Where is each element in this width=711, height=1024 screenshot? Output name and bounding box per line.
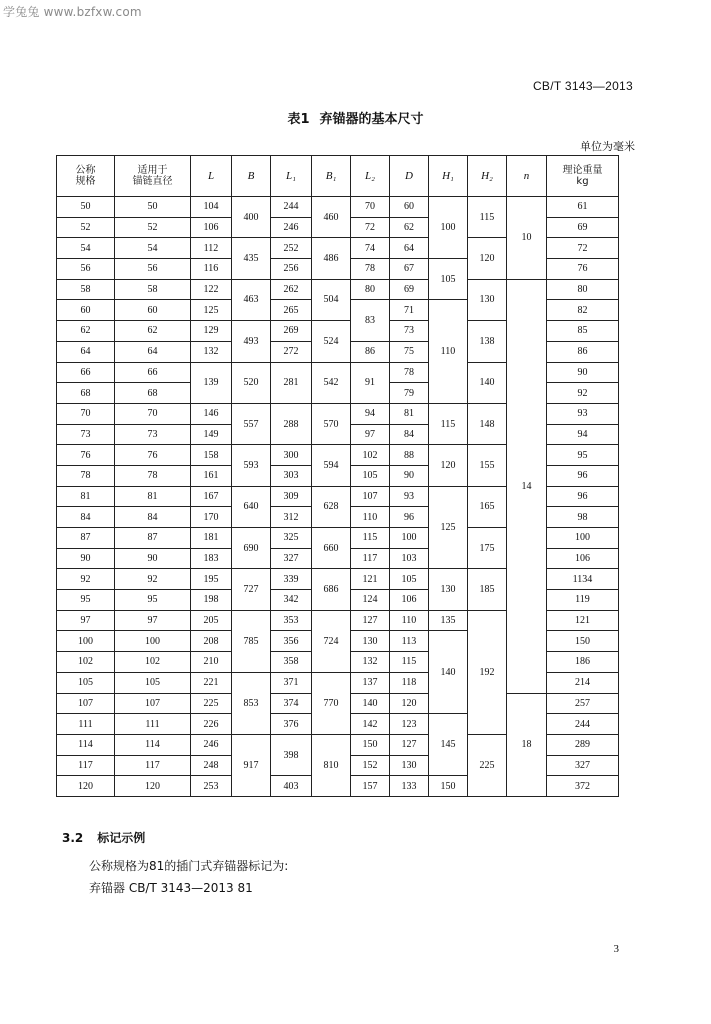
cell-spec: 54 — [57, 238, 115, 259]
cell-d: 62 — [390, 217, 429, 238]
cell-d: 71 — [390, 300, 429, 321]
cell-h2: 148 — [468, 403, 507, 444]
cell-l2: 105 — [351, 465, 390, 486]
cell-h2: 120 — [468, 238, 507, 279]
cell-b1: 570 — [312, 403, 351, 444]
cell-weight: 95 — [547, 445, 619, 466]
cell-l: 149 — [191, 424, 232, 445]
cell-spec: 107 — [57, 693, 115, 714]
cell-l: 195 — [191, 569, 232, 590]
cell-l: 221 — [191, 672, 232, 693]
cell-weight: 80 — [547, 279, 619, 300]
cell-spec: 111 — [57, 714, 115, 735]
cell-h1: 140 — [429, 631, 468, 714]
cell-h2: 175 — [468, 528, 507, 569]
cell-l2: 102 — [351, 445, 390, 466]
cell-b: 785 — [232, 610, 271, 672]
cell-spec: 102 — [57, 652, 115, 673]
cell-b1: 486 — [312, 238, 351, 279]
cell-spec: 120 — [57, 776, 115, 797]
cell-d: 67 — [390, 259, 429, 280]
cell-l2: 140 — [351, 693, 390, 714]
cell-h2: 185 — [468, 569, 507, 610]
cell-chain: 76 — [115, 445, 191, 466]
cell-d: 73 — [390, 321, 429, 342]
cell-weight: 90 — [547, 362, 619, 383]
cell-l2: 137 — [351, 672, 390, 693]
cell-h2: 165 — [468, 486, 507, 527]
cell-spec: 95 — [57, 590, 115, 611]
standard-code: CB/T 3143—2013 — [532, 79, 633, 93]
cell-l2: 91 — [351, 362, 390, 403]
cell-chain: 111 — [115, 714, 191, 735]
cell-chain: 78 — [115, 465, 191, 486]
header-L2: L₂ — [351, 156, 390, 197]
table-title — [0, 108, 711, 127]
cell-b1: 660 — [312, 528, 351, 569]
cell-chain: 102 — [115, 652, 191, 673]
cell-weight: 289 — [547, 734, 619, 755]
cell-h1: 150 — [429, 776, 468, 797]
cell-d: 130 — [390, 755, 429, 776]
cell-weight: 93 — [547, 403, 619, 424]
dimensions-table — [56, 155, 619, 797]
cell-weight: 96 — [547, 465, 619, 486]
header-chain-diameter: 适用于 锚链直径 — [115, 156, 191, 197]
cell-d: 113 — [390, 631, 429, 652]
cell-l2: 97 — [351, 424, 390, 445]
cell-chain: 52 — [115, 217, 191, 238]
cell-weight: 72 — [547, 238, 619, 259]
table-row — [57, 279, 619, 300]
cell-d: 75 — [390, 341, 429, 362]
cell-h1: 110 — [429, 300, 468, 403]
cell-b: 557 — [232, 403, 271, 444]
cell-weight: 61 — [547, 197, 619, 218]
cell-l1: 325 — [271, 528, 312, 549]
cell-weight: 121 — [547, 610, 619, 631]
cell-h2: 115 — [468, 197, 507, 238]
cell-l2: 121 — [351, 569, 390, 590]
cell-l: 125 — [191, 300, 232, 321]
cell-weight: 186 — [547, 652, 619, 673]
cell-d: 127 — [390, 734, 429, 755]
cell-b: 593 — [232, 445, 271, 486]
cell-l1: 403 — [271, 776, 312, 797]
cell-chain: 84 — [115, 507, 191, 528]
cell-h2: 155 — [468, 445, 507, 486]
cell-chain: 50 — [115, 197, 191, 218]
cell-d: 81 — [390, 403, 429, 424]
cell-l2: 72 — [351, 217, 390, 238]
cell-chain: 68 — [115, 383, 191, 404]
cell-b: 917 — [232, 734, 271, 796]
cell-chain: 92 — [115, 569, 191, 590]
cell-weight: 100 — [547, 528, 619, 549]
cell-chain: 97 — [115, 610, 191, 631]
cell-spec: 114 — [57, 734, 115, 755]
table-number: 表1 — [287, 112, 310, 127]
cell-spec: 66 — [57, 362, 115, 383]
cell-l2: 86 — [351, 341, 390, 362]
cell-l2: 117 — [351, 548, 390, 569]
header-weight: 理论重量 kg — [547, 156, 619, 197]
cell-chain: 117 — [115, 755, 191, 776]
cell-h1: 100 — [429, 197, 468, 259]
cell-d: 90 — [390, 465, 429, 486]
cell-weight: 372 — [547, 776, 619, 797]
cell-chain: 120 — [115, 776, 191, 797]
cell-spec: 76 — [57, 445, 115, 466]
cell-weight: 76 — [547, 259, 619, 280]
cell-d: 120 — [390, 693, 429, 714]
cell-l1: 269 — [271, 321, 312, 342]
cell-l: 210 — [191, 652, 232, 673]
cell-spec: 105 — [57, 672, 115, 693]
cell-spec: 100 — [57, 631, 115, 652]
cell-spec: 64 — [57, 341, 115, 362]
cell-spec: 50 — [57, 197, 115, 218]
header-B1: B₁ — [312, 156, 351, 197]
header-H1: H₁ — [429, 156, 468, 197]
cell-l1: 300 — [271, 445, 312, 466]
cell-chain: 62 — [115, 321, 191, 342]
cell-l2: 124 — [351, 590, 390, 611]
cell-h1: 125 — [429, 486, 468, 569]
cell-weight: 86 — [547, 341, 619, 362]
cell-d: 96 — [390, 507, 429, 528]
example-line-2: 弃锚器 CB/T 3143—2013 81 — [89, 881, 253, 895]
cell-l1: 327 — [271, 548, 312, 569]
cell-b: 640 — [232, 486, 271, 527]
cell-spec: 62 — [57, 321, 115, 342]
page-number: 3 — [613, 943, 619, 955]
cell-l2: 78 — [351, 259, 390, 280]
cell-chain: 95 — [115, 590, 191, 611]
cell-h2: 225 — [468, 734, 507, 796]
cell-weight: 82 — [547, 300, 619, 321]
cell-weight: 327 — [547, 755, 619, 776]
cell-spec: 56 — [57, 259, 115, 280]
cell-chain: 107 — [115, 693, 191, 714]
cell-d: 64 — [390, 238, 429, 259]
cell-b1: 504 — [312, 279, 351, 320]
cell-d: 60 — [390, 197, 429, 218]
cell-d: 115 — [390, 652, 429, 673]
cell-d: 133 — [390, 776, 429, 797]
cell-b1: 628 — [312, 486, 351, 527]
cell-l: 146 — [191, 403, 232, 424]
cell-spec: 58 — [57, 279, 115, 300]
cell-b: 727 — [232, 569, 271, 610]
cell-l: 104 — [191, 197, 232, 218]
cell-spec: 52 — [57, 217, 115, 238]
cell-d: 88 — [390, 445, 429, 466]
cell-weight: 150 — [547, 631, 619, 652]
cell-l: 181 — [191, 528, 232, 549]
cell-chain: 60 — [115, 300, 191, 321]
cell-d: 100 — [390, 528, 429, 549]
cell-l1: 398 — [271, 734, 312, 775]
header-D: D — [390, 156, 429, 197]
cell-chain: 114 — [115, 734, 191, 755]
table-body — [57, 197, 619, 797]
cell-d: 110 — [390, 610, 429, 631]
cell-l1: 356 — [271, 631, 312, 652]
cell-weight: 85 — [547, 321, 619, 342]
table-title-text: 弃锚器的基本尺寸 — [319, 112, 424, 127]
cell-spec: 78 — [57, 465, 115, 486]
cell-h1: 145 — [429, 714, 468, 776]
cell-d: 78 — [390, 362, 429, 383]
cell-l: 161 — [191, 465, 232, 486]
cell-l1: 371 — [271, 672, 312, 693]
cell-l2: 110 — [351, 507, 390, 528]
cell-chain: 81 — [115, 486, 191, 507]
cell-chain: 58 — [115, 279, 191, 300]
cell-weight: 257 — [547, 693, 619, 714]
cell-l: 129 — [191, 321, 232, 342]
cell-h2: 140 — [468, 362, 507, 403]
cell-l: 139 — [191, 362, 232, 403]
cell-l: 106 — [191, 217, 232, 238]
cell-weight: 119 — [547, 590, 619, 611]
cell-n: 10 — [507, 197, 547, 280]
cell-h1: 135 — [429, 610, 468, 631]
header-H2: H₂ — [468, 156, 507, 197]
cell-chain: 64 — [115, 341, 191, 362]
cell-l1: 265 — [271, 300, 312, 321]
cell-chain: 70 — [115, 403, 191, 424]
cell-l1: 288 — [271, 403, 312, 444]
cell-h1: 120 — [429, 445, 468, 486]
cell-b1: 810 — [312, 734, 351, 796]
cell-l1: 303 — [271, 465, 312, 486]
table-row — [57, 197, 619, 218]
cell-spec: 84 — [57, 507, 115, 528]
cell-l: 116 — [191, 259, 232, 280]
cell-l2: 130 — [351, 631, 390, 652]
cell-chain: 105 — [115, 672, 191, 693]
cell-h1: 130 — [429, 569, 468, 610]
cell-l1: 358 — [271, 652, 312, 673]
cell-spec: 87 — [57, 528, 115, 549]
cell-b1: 686 — [312, 569, 351, 610]
cell-weight: 244 — [547, 714, 619, 735]
cell-b: 400 — [232, 197, 271, 238]
cell-l1: 312 — [271, 507, 312, 528]
cell-b1: 542 — [312, 362, 351, 403]
cell-spec: 73 — [57, 424, 115, 445]
cell-b: 493 — [232, 321, 271, 362]
cell-l: 225 — [191, 693, 232, 714]
cell-weight: 69 — [547, 217, 619, 238]
cell-chain: 90 — [115, 548, 191, 569]
cell-l1: 272 — [271, 341, 312, 362]
header-row — [57, 156, 619, 197]
cell-l2: 127 — [351, 610, 390, 631]
example-line-1: 公称规格为81的插门式弃锚器标记为: — [89, 859, 289, 873]
cell-l1: 342 — [271, 590, 312, 611]
cell-spec: 60 — [57, 300, 115, 321]
cell-l: 183 — [191, 548, 232, 569]
cell-l2: 150 — [351, 734, 390, 755]
cell-h2: 130 — [468, 279, 507, 320]
cell-h1: 105 — [429, 259, 468, 300]
unit-note: 单位为毫米 — [580, 140, 635, 153]
cell-chain: 56 — [115, 259, 191, 280]
cell-b: 435 — [232, 238, 271, 279]
cell-l1: 256 — [271, 259, 312, 280]
cell-l2: 157 — [351, 776, 390, 797]
cell-l2: 83 — [351, 300, 390, 341]
cell-b1: 724 — [312, 610, 351, 672]
cell-l1: 244 — [271, 197, 312, 218]
header-L: L — [191, 156, 232, 197]
cell-l2: 70 — [351, 197, 390, 218]
cell-d: 93 — [390, 486, 429, 507]
cell-chain: 54 — [115, 238, 191, 259]
cell-b: 853 — [232, 672, 271, 734]
cell-n: 14 — [507, 279, 547, 693]
cell-l1: 262 — [271, 279, 312, 300]
cell-weight: 214 — [547, 672, 619, 693]
cell-d: 123 — [390, 714, 429, 735]
cell-l: 170 — [191, 507, 232, 528]
cell-chain: 100 — [115, 631, 191, 652]
cell-b: 520 — [232, 362, 271, 403]
cell-b: 463 — [232, 279, 271, 320]
cell-b1: 594 — [312, 445, 351, 486]
cell-l: 112 — [191, 238, 232, 259]
cell-l1: 339 — [271, 569, 312, 590]
cell-spec: 117 — [57, 755, 115, 776]
cell-l2: 74 — [351, 238, 390, 259]
cell-weight: 106 — [547, 548, 619, 569]
header-spec: 公称 规格 — [57, 156, 115, 197]
cell-d: 118 — [390, 672, 429, 693]
section-heading — [62, 829, 159, 846]
cell-spec: 70 — [57, 403, 115, 424]
cell-l1: 353 — [271, 610, 312, 631]
cell-l2: 152 — [351, 755, 390, 776]
cell-weight: 98 — [547, 507, 619, 528]
cell-l1: 374 — [271, 693, 312, 714]
cell-l: 167 — [191, 486, 232, 507]
cell-l2: 107 — [351, 486, 390, 507]
cell-l: 132 — [191, 341, 232, 362]
cell-l: 122 — [191, 279, 232, 300]
cell-l: 198 — [191, 590, 232, 611]
cell-h1: 115 — [429, 403, 468, 444]
cell-spec: 81 — [57, 486, 115, 507]
cell-l: 158 — [191, 445, 232, 466]
cell-b1: 524 — [312, 321, 351, 362]
cell-l: 246 — [191, 734, 232, 755]
cell-l1: 309 — [271, 486, 312, 507]
cell-b: 690 — [232, 528, 271, 569]
cell-spec: 68 — [57, 383, 115, 404]
cell-spec: 90 — [57, 548, 115, 569]
cell-l2: 94 — [351, 403, 390, 424]
cell-weight: 94 — [547, 424, 619, 445]
cell-b1: 460 — [312, 197, 351, 238]
cell-l: 208 — [191, 631, 232, 652]
cell-d: 103 — [390, 548, 429, 569]
cell-l1: 246 — [271, 217, 312, 238]
cell-l1: 252 — [271, 238, 312, 259]
cell-h2: 138 — [468, 321, 507, 362]
cell-l2: 80 — [351, 279, 390, 300]
cell-b1: 770 — [312, 672, 351, 734]
header-B: B — [232, 156, 271, 197]
cell-l: 226 — [191, 714, 232, 735]
cell-chain: 66 — [115, 362, 191, 383]
section-title: 标记示例 — [97, 831, 146, 845]
cell-n: 18 — [507, 693, 547, 796]
cell-weight: 1134 — [547, 569, 619, 590]
section-number: 3.2 — [62, 831, 84, 845]
cell-d: 69 — [390, 279, 429, 300]
cell-d: 106 — [390, 590, 429, 611]
cell-l: 205 — [191, 610, 232, 631]
cell-l2: 132 — [351, 652, 390, 673]
cell-weight: 92 — [547, 383, 619, 404]
cell-d: 79 — [390, 383, 429, 404]
cell-l: 248 — [191, 755, 232, 776]
cell-d: 105 — [390, 569, 429, 590]
cell-spec: 92 — [57, 569, 115, 590]
watermark: 学兔兔 www.bzfxw.com — [3, 5, 142, 19]
cell-l1: 376 — [271, 714, 312, 735]
cell-l2: 115 — [351, 528, 390, 549]
cell-l: 253 — [191, 776, 232, 797]
cell-h2: 192 — [468, 610, 507, 734]
cell-chain: 73 — [115, 424, 191, 445]
cell-l1: 281 — [271, 362, 312, 403]
cell-weight: 96 — [547, 486, 619, 507]
cell-l2: 142 — [351, 714, 390, 735]
header-L1: L₁ — [271, 156, 312, 197]
cell-spec: 97 — [57, 610, 115, 631]
header-n: n — [507, 156, 547, 197]
cell-d: 84 — [390, 424, 429, 445]
cell-chain: 87 — [115, 528, 191, 549]
